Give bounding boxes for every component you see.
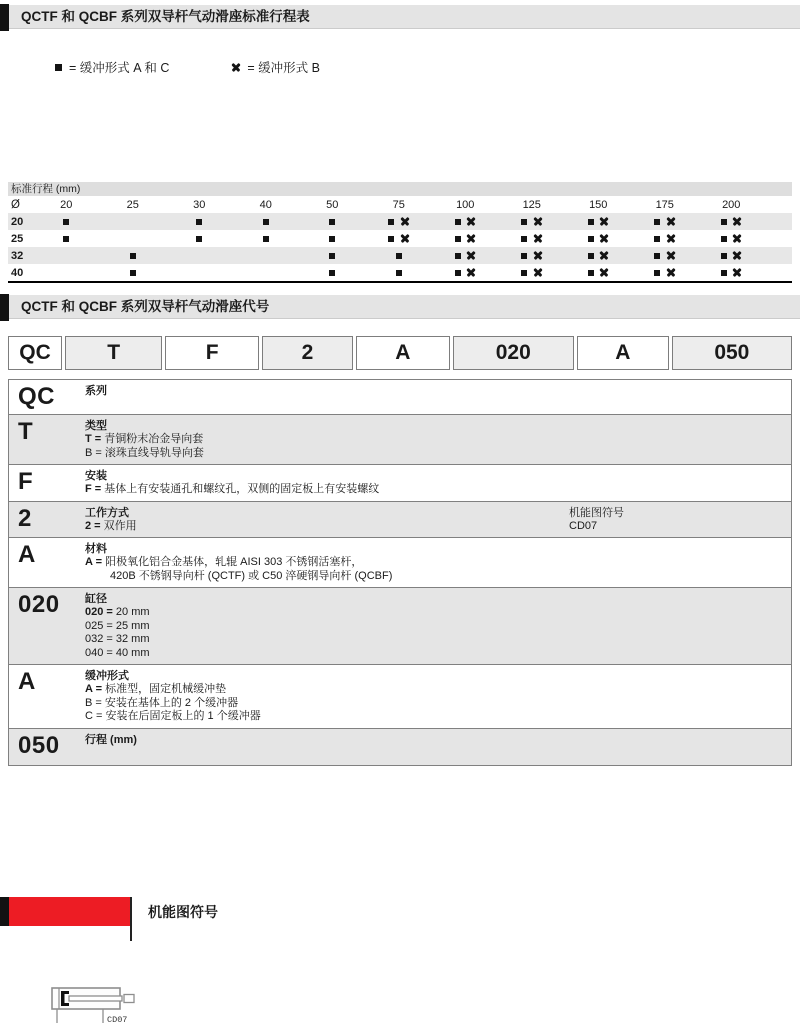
bore-cell: 25 bbox=[11, 232, 24, 245]
code-description bbox=[85, 588, 791, 664]
section-left-bar bbox=[0, 4, 9, 31]
ordering-code-boxes bbox=[8, 336, 792, 370]
bore-cell: 20 bbox=[11, 215, 24, 228]
function-symbol-ref bbox=[569, 507, 624, 533]
code-line: B = 滚珠直线导轨导向套 bbox=[85, 446, 204, 459]
stroke-column-header: 200 bbox=[722, 198, 741, 211]
stroke-cell bbox=[299, 270, 366, 276]
code-row bbox=[9, 665, 791, 729]
square-mark bbox=[329, 236, 335, 242]
code-row bbox=[9, 502, 791, 539]
cross-mark bbox=[400, 234, 409, 243]
code-box: T bbox=[65, 336, 162, 370]
square-mark bbox=[63, 236, 69, 242]
square-mark bbox=[196, 236, 202, 242]
code-line: A = 标准型，固定机械缓冲垫 bbox=[85, 683, 227, 695]
code-box: 2 bbox=[262, 336, 353, 370]
square-mark bbox=[329, 270, 335, 276]
stroke-cell bbox=[499, 234, 566, 243]
code-box: QC bbox=[8, 336, 62, 370]
code-line: 040 = 40 mm bbox=[85, 646, 150, 659]
stroke-cell bbox=[632, 251, 699, 260]
stroke-cell bbox=[432, 234, 499, 243]
stroke-table-row bbox=[8, 213, 792, 230]
code-title: 工作方式 bbox=[85, 506, 129, 519]
code-title: 缸径 bbox=[85, 593, 107, 605]
code-cell: QC bbox=[18, 383, 55, 410]
cross-mark bbox=[666, 217, 675, 226]
square-mark bbox=[196, 219, 202, 225]
code-title: 材料 bbox=[85, 543, 107, 555]
stroke-cell bbox=[698, 234, 765, 243]
cross-mark bbox=[600, 268, 609, 277]
stroke-cell bbox=[632, 234, 699, 243]
stroke-column-header: 100 bbox=[456, 198, 475, 211]
stroke-cell bbox=[233, 219, 300, 225]
square-mark bbox=[455, 270, 461, 276]
square-mark bbox=[455, 219, 461, 225]
stroke-column-header: 25 bbox=[126, 198, 139, 211]
function-symbol-code: CD07 bbox=[569, 519, 598, 532]
square-mark bbox=[521, 236, 527, 242]
code-title: 类型 bbox=[85, 420, 107, 432]
cross-mark-icon bbox=[231, 63, 240, 72]
code-row bbox=[9, 588, 791, 665]
square-mark bbox=[455, 253, 461, 259]
stroke-cell bbox=[565, 268, 632, 277]
square-mark bbox=[721, 270, 727, 276]
section-header-stroke-table bbox=[0, 5, 800, 29]
stroke-column-header: 50 bbox=[326, 198, 339, 211]
code-line: B = 安装在基体上的 2 个缓冲器 bbox=[85, 696, 239, 709]
stroke-column-header: 20 bbox=[60, 198, 73, 211]
code-line: 020 = 20 mm bbox=[85, 606, 150, 618]
cross-mark bbox=[733, 234, 742, 243]
stroke-cell bbox=[565, 217, 632, 226]
code-description bbox=[85, 665, 791, 728]
cross-mark bbox=[600, 234, 609, 243]
cross-mark bbox=[600, 251, 609, 260]
code-row bbox=[9, 729, 791, 765]
cross-mark bbox=[666, 251, 675, 260]
legend-item-cushion-b bbox=[231, 58, 320, 76]
code-description bbox=[85, 380, 791, 414]
square-mark bbox=[721, 236, 727, 242]
code-title: 缓冲形式 bbox=[85, 670, 129, 682]
cross-mark bbox=[600, 217, 609, 226]
code-row bbox=[9, 415, 791, 465]
stroke-cell bbox=[698, 217, 765, 226]
code-row bbox=[9, 465, 791, 502]
code-title: 安装 bbox=[85, 470, 107, 482]
stroke-cell bbox=[233, 236, 300, 242]
function-symbol-label: 机能图符号 bbox=[569, 506, 624, 519]
stroke-cell bbox=[499, 251, 566, 260]
square-mark bbox=[588, 236, 594, 242]
stroke-table-row bbox=[8, 264, 792, 281]
piston-rod bbox=[69, 996, 122, 1001]
stroke-column-header: 75 bbox=[392, 198, 405, 211]
stroke-cell bbox=[366, 253, 433, 259]
code-cell: F bbox=[18, 468, 34, 495]
square-mark bbox=[721, 253, 727, 259]
code-title: 系列 bbox=[85, 385, 107, 397]
square-mark bbox=[130, 253, 136, 259]
code-line: C = 安装在后固定板上的 1 个缓冲器 bbox=[85, 710, 261, 722]
footer-vertical-line bbox=[130, 897, 132, 941]
stroke-cell bbox=[565, 234, 632, 243]
code-box: F bbox=[165, 336, 259, 370]
code-description bbox=[85, 465, 791, 501]
rod-tip bbox=[124, 995, 134, 1003]
cross-mark bbox=[533, 251, 542, 260]
cross-mark bbox=[733, 217, 742, 226]
square-mark bbox=[388, 236, 394, 242]
diagram-label: CD07 bbox=[107, 1015, 128, 1025]
code-cell: 050 bbox=[18, 731, 60, 759]
stroke-cell bbox=[432, 217, 499, 226]
stroke-legend bbox=[55, 58, 320, 76]
stroke-column-header: 30 bbox=[193, 198, 206, 211]
stroke-column-header: 175 bbox=[655, 198, 674, 211]
stroke-cell bbox=[166, 219, 233, 225]
stroke-cell bbox=[499, 268, 566, 277]
square-mark bbox=[588, 253, 594, 259]
stroke-cell bbox=[565, 251, 632, 260]
code-title: 行程 (mm) bbox=[85, 733, 137, 746]
stroke-table-header-row bbox=[8, 196, 792, 213]
stroke-cell bbox=[632, 217, 699, 226]
cross-mark bbox=[533, 217, 542, 226]
section-title-stroke-table: QCTF 和 QCBF 系列双导杆气动滑座标准行程表 bbox=[9, 5, 800, 29]
cross-mark bbox=[733, 268, 742, 277]
cross-mark bbox=[400, 217, 409, 226]
section-left-bar bbox=[0, 294, 9, 321]
code-cell: T bbox=[18, 418, 34, 445]
stroke-cell bbox=[100, 270, 167, 276]
section-title-ordering-code: QCTF 和 QCBF 系列双导杆气动滑座代号 bbox=[9, 295, 800, 319]
cross-mark bbox=[666, 234, 675, 243]
stroke-cell bbox=[299, 219, 366, 225]
square-mark bbox=[388, 219, 394, 225]
stroke-table-row bbox=[8, 230, 792, 247]
code-line: 420B 不锈钢导向杆 (QCTF) 或 C50 淬硬钢导向杆 (QCBF) bbox=[110, 569, 393, 582]
square-mark bbox=[721, 219, 727, 225]
square-mark bbox=[263, 219, 269, 225]
stroke-column-header: 150 bbox=[589, 198, 608, 211]
square-mark bbox=[654, 236, 660, 242]
cylinder-symbol-diagram bbox=[36, 980, 146, 1028]
square-mark bbox=[521, 253, 527, 259]
square-mark bbox=[396, 253, 402, 259]
cross-mark bbox=[467, 251, 476, 260]
stroke-cell bbox=[366, 217, 433, 226]
square-mark bbox=[329, 253, 335, 259]
code-line: T = 青铜粉末冶金导向套 bbox=[85, 433, 204, 445]
code-line: 032 = 32 mm bbox=[85, 633, 150, 645]
stroke-cell bbox=[432, 268, 499, 277]
code-box: 020 bbox=[453, 336, 574, 370]
square-mark bbox=[63, 219, 69, 225]
stroke-cell bbox=[299, 236, 366, 242]
stroke-cell bbox=[166, 236, 233, 242]
code-description bbox=[85, 538, 791, 587]
bore-cell: 40 bbox=[11, 266, 24, 279]
stroke-table bbox=[8, 182, 792, 283]
stroke-cell bbox=[299, 253, 366, 259]
section-header-ordering-code bbox=[0, 295, 800, 319]
cross-mark bbox=[467, 268, 476, 277]
stroke-cell bbox=[632, 268, 699, 277]
diameter-header-cell: Ø bbox=[11, 198, 20, 211]
code-cell: 020 bbox=[18, 591, 60, 618]
code-description bbox=[85, 415, 791, 464]
square-mark bbox=[130, 270, 136, 276]
square-mark bbox=[588, 219, 594, 225]
cross-mark bbox=[533, 234, 542, 243]
bore-cell: 32 bbox=[11, 249, 24, 262]
square-mark bbox=[654, 219, 660, 225]
square-mark bbox=[588, 270, 594, 276]
footer-red-bar bbox=[9, 897, 131, 926]
code-row bbox=[9, 538, 791, 588]
square-mark bbox=[521, 219, 527, 225]
stroke-cell bbox=[100, 253, 167, 259]
legend-text: = 缓冲形式 B bbox=[247, 61, 320, 75]
code-description bbox=[85, 729, 791, 765]
square-mark bbox=[654, 270, 660, 276]
code-line: F = 基体上有安装通孔和螺纹孔，双侧的固定板上有安装螺纹 bbox=[85, 483, 380, 495]
function-symbol-title: 机能图符号 bbox=[148, 904, 218, 920]
legend-text: = 缓冲形式 A 和 C bbox=[69, 61, 170, 75]
square-mark bbox=[329, 219, 335, 225]
footer-black-bar bbox=[0, 897, 9, 926]
stroke-table-title: 标准行程 (mm) bbox=[8, 182, 792, 196]
code-description bbox=[85, 502, 791, 538]
square-mark bbox=[521, 270, 527, 276]
code-cell: 2 bbox=[18, 504, 32, 532]
code-line: A = 阳极氧化铝合金基体，轧辊 AISI 303 不锈钢活塞杆， bbox=[85, 556, 363, 568]
code-cell: A bbox=[18, 668, 36, 695]
stroke-column-header: 40 bbox=[259, 198, 272, 211]
stroke-cell bbox=[698, 251, 765, 260]
cross-mark bbox=[533, 268, 542, 277]
square-mark bbox=[396, 270, 402, 276]
stroke-cell bbox=[366, 234, 433, 243]
square-mark bbox=[263, 236, 269, 242]
code-description-table bbox=[8, 379, 792, 766]
stroke-column-header: 125 bbox=[522, 198, 541, 211]
legend-item-cushion-ac bbox=[55, 58, 169, 76]
code-line: 025 = 25 mm bbox=[85, 619, 150, 632]
cross-mark bbox=[467, 234, 476, 243]
stroke-cell bbox=[33, 236, 100, 242]
stroke-cell bbox=[33, 219, 100, 225]
cross-mark bbox=[467, 217, 476, 226]
code-row bbox=[9, 380, 791, 415]
stroke-table-row bbox=[8, 247, 792, 264]
code-box: 050 bbox=[672, 336, 792, 370]
code-cell: A bbox=[18, 541, 36, 568]
cross-mark bbox=[666, 268, 675, 277]
cross-mark bbox=[733, 251, 742, 260]
square-mark bbox=[455, 236, 461, 242]
code-line: 2 = 双作用 bbox=[85, 519, 137, 532]
square-mark-icon bbox=[55, 64, 62, 71]
stroke-cell bbox=[499, 217, 566, 226]
stroke-cell bbox=[698, 268, 765, 277]
square-mark bbox=[654, 253, 660, 259]
code-box: A bbox=[356, 336, 450, 370]
code-box: A bbox=[577, 336, 669, 370]
stroke-cell bbox=[366, 270, 433, 276]
stroke-cell bbox=[432, 251, 499, 260]
